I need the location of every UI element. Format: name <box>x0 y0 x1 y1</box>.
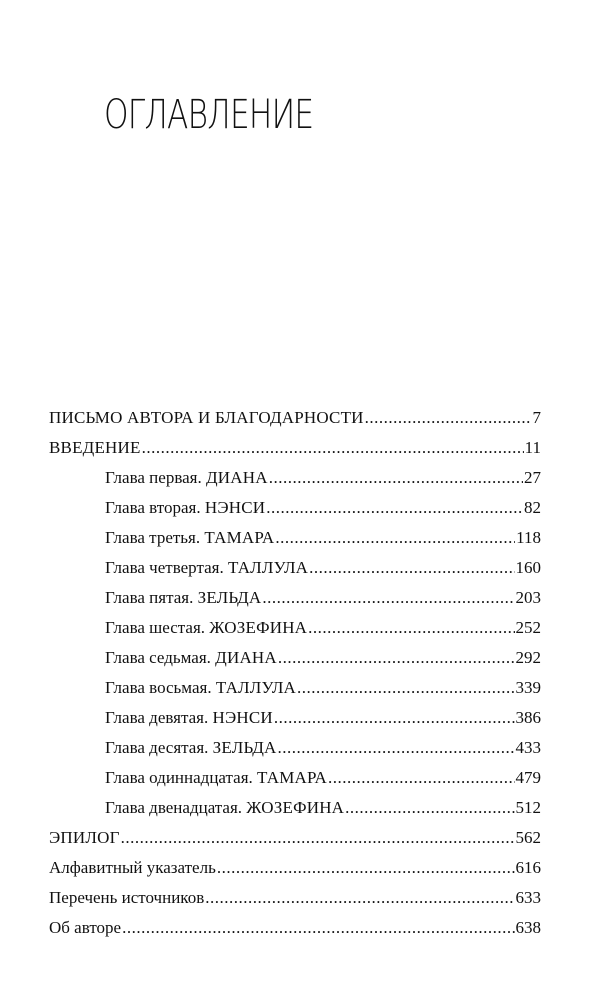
toc-chapter-entry[interactable] <box>105 493 541 523</box>
dot-leader <box>205 883 514 913</box>
chapter-number: Глава шестая. <box>105 618 206 637</box>
toc-entry-title <box>105 463 268 493</box>
toc-entry-title <box>105 583 261 613</box>
dot-leader <box>365 403 532 433</box>
chapter-name: ДИАНА <box>215 648 277 667</box>
chapter-number: Глава двенадцатая. <box>105 798 243 817</box>
toc-entry-title <box>105 643 277 673</box>
dot-leader <box>269 463 523 493</box>
toc-entry-page: 433 <box>515 738 541 757</box>
toc-entry-title: ЭПИЛОГ <box>49 828 120 847</box>
toc-chapter-entry[interactable] <box>105 733 541 763</box>
dot-leader <box>277 733 514 763</box>
dot-leader <box>266 493 523 523</box>
toc-entry-page: 638 <box>515 918 541 937</box>
toc-chapter-entry[interactable] <box>105 523 541 553</box>
toc-entry-title <box>105 613 307 643</box>
toc-entry-title <box>105 523 274 553</box>
dot-leader <box>328 763 515 793</box>
toc-entry-title <box>105 673 296 703</box>
chapter-number: Глава пятая. <box>105 588 194 607</box>
toc-entry-title <box>105 793 344 823</box>
toc-entry-page: 118 <box>516 528 541 547</box>
chapter-name: ТАЛЛУЛА <box>215 678 297 697</box>
toc-chapter-entry[interactable] <box>105 673 541 703</box>
toc-entry-page: 7 <box>532 408 541 427</box>
toc-chapter-entry[interactable] <box>105 583 541 613</box>
toc-entry-title: ПИСЬМО АВТОРА И БЛАГОДАРНОСТИ <box>49 408 364 427</box>
toc-entry-title <box>105 733 276 763</box>
chapter-name: ТАМАРА <box>204 528 275 547</box>
chapter-number: Глава седьмая. <box>105 648 211 667</box>
toc-entry-page: 203 <box>515 588 541 607</box>
toc-chapter-entry[interactable] <box>105 613 541 643</box>
chapter-number: Глава девятая. <box>105 708 209 727</box>
toc-chapter-entry[interactable] <box>105 553 541 583</box>
toc-entry[interactable] <box>49 853 541 883</box>
dot-leader <box>142 433 524 463</box>
chapter-number: Глава первая. <box>105 468 202 487</box>
toc-entry-title: Алфавитный указатель <box>49 858 216 877</box>
toc-entry[interactable] <box>49 823 541 853</box>
dot-leader <box>217 853 515 883</box>
dot-leader <box>262 583 514 613</box>
dot-leader <box>274 703 515 733</box>
chapter-name: ДИАНА <box>206 468 268 487</box>
toc-entry-page: 386 <box>515 708 541 727</box>
chapter-name: НЭНСИ <box>204 498 266 517</box>
chapter-number: Глава восьмая. <box>105 678 212 697</box>
dot-leader <box>345 793 514 823</box>
toc-entry-title: Об авторе <box>49 918 122 937</box>
chapter-name: ЗЕЛЬДА <box>212 738 277 757</box>
dot-leader <box>122 913 514 943</box>
toc-chapter-entry[interactable] <box>105 793 541 823</box>
toc-entry-page: 339 <box>515 678 541 697</box>
toc-entry-page: 11 <box>524 438 541 457</box>
toc-entry[interactable] <box>49 913 541 943</box>
dot-leader <box>275 523 515 553</box>
chapter-name: ТАМАРА <box>257 768 327 787</box>
chapter-number: Глава третья. <box>105 528 201 547</box>
toc-entry[interactable] <box>49 433 541 463</box>
chapter-name: ТАЛЛУЛА <box>227 558 309 577</box>
dot-leader <box>121 823 515 853</box>
dot-leader <box>309 553 514 583</box>
chapter-name: ЗЕЛЬДА <box>197 588 262 607</box>
toc-entry-title <box>105 553 308 583</box>
toc-entry-page: 562 <box>515 828 541 847</box>
toc-entry-title <box>105 703 273 733</box>
toc-entry-page: 616 <box>515 858 541 877</box>
chapter-number: Глава четвертая. <box>105 558 224 577</box>
dot-leader <box>308 613 514 643</box>
toc-entry-page: 633 <box>515 888 541 907</box>
toc-entry-page: 512 <box>515 798 541 817</box>
dot-leader <box>297 673 514 703</box>
toc-chapter-entry[interactable] <box>105 463 541 493</box>
toc-chapter-entry[interactable] <box>105 763 541 793</box>
toc-entry-page: 82 <box>524 498 541 517</box>
toc-entry-title: Перечень источников <box>49 888 205 907</box>
page-title: ОГЛАВЛЕНИЕ <box>104 92 314 138</box>
toc-entry-page: 479 <box>515 768 541 787</box>
toc-entry-title: ВВЕДЕНИЕ <box>49 438 141 457</box>
toc-chapter-entry[interactable] <box>105 643 541 673</box>
toc-entry-title <box>105 763 327 793</box>
chapter-name: ЖОЗЕФИНА <box>246 798 345 817</box>
chapter-number: Глава десятая. <box>105 738 209 757</box>
toc-entry-title <box>105 493 265 523</box>
chapter-number: Глава вторая. <box>105 498 201 517</box>
toc-entry-page: 252 <box>515 618 541 637</box>
toc-entry[interactable] <box>49 883 541 913</box>
chapter-name: НЭНСИ <box>212 708 273 727</box>
toc-entry[interactable] <box>49 403 541 433</box>
toc-entry-page: 160 <box>515 558 541 577</box>
toc-entry-page: 27 <box>524 468 541 487</box>
chapter-number: Глава одиннадцатая. <box>105 768 253 787</box>
dot-leader <box>278 643 515 673</box>
chapter-name: ЖОЗЕФИНА <box>209 618 308 637</box>
toc-chapter-entry[interactable] <box>105 703 541 733</box>
toc-entry-page: 292 <box>515 648 541 667</box>
